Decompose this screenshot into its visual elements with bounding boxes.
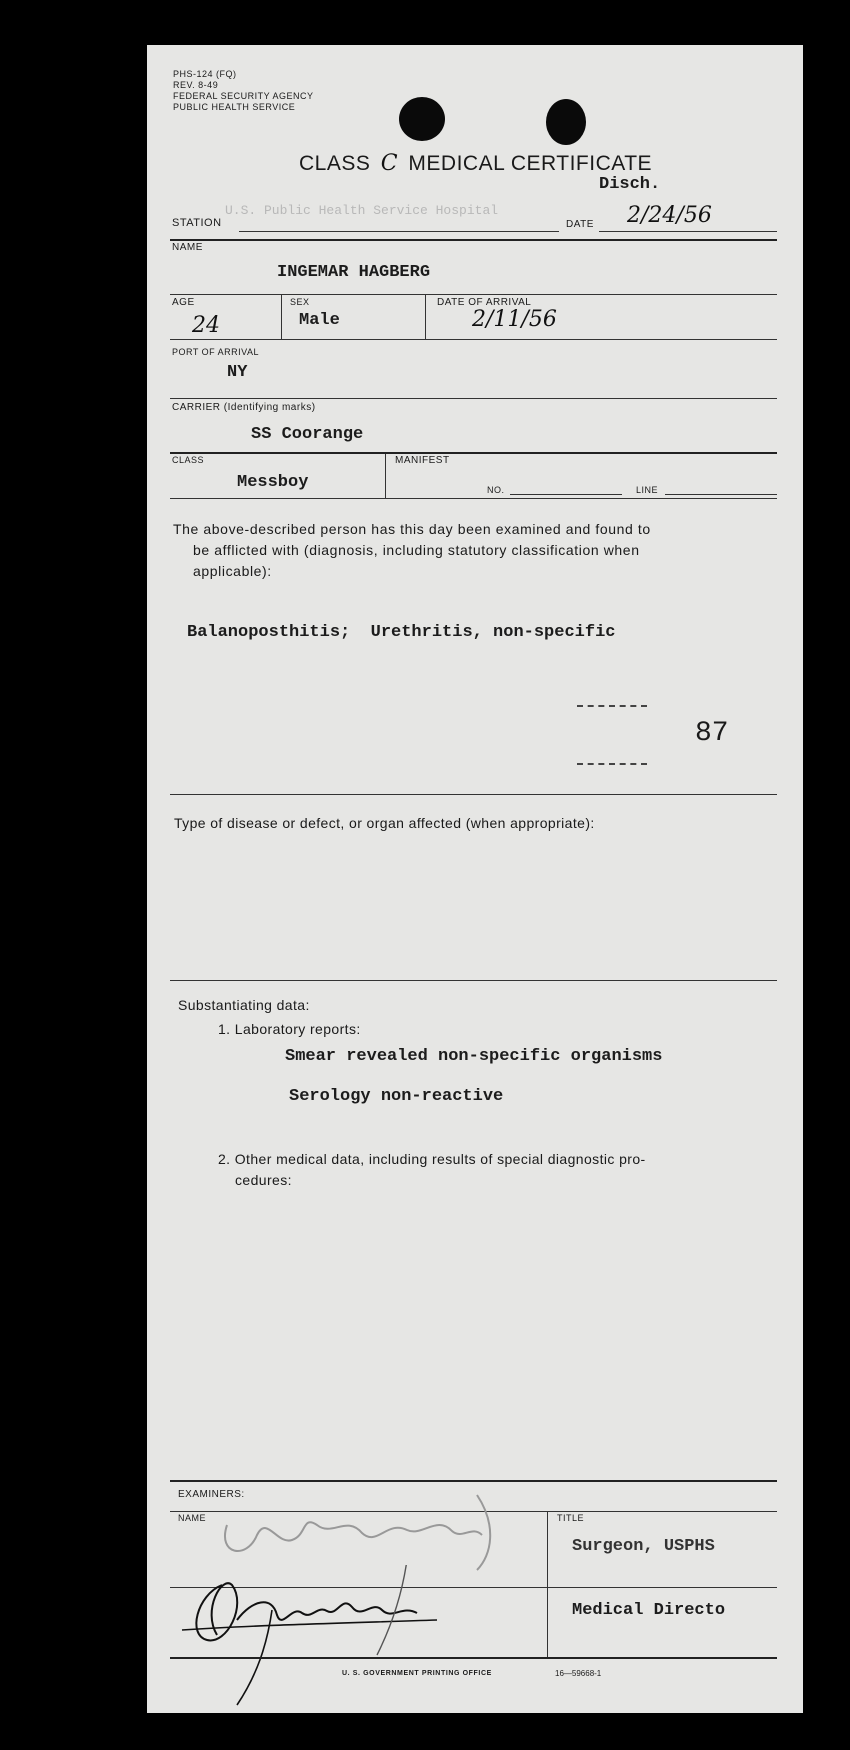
substantiating-label: Substantiating data: [178,997,310,1013]
divider-name-top [170,239,777,241]
age-label: AGE [172,297,195,308]
other-medical-data [218,1149,646,1191]
certificate-page [147,45,803,1713]
examiner-signature-1 [207,1485,527,1575]
divider-age-top [170,294,777,295]
discharge-note: Disch. [599,175,661,194]
class-label: CLASS [172,455,205,465]
title-medical-certificate: MEDICAL CERTIFICATE [408,152,653,175]
manifest-line-label: LINE [636,485,659,495]
divider-class-top [170,452,777,454]
class-manifest-divider [385,454,386,498]
lab-reports-label: 1. Laboratory reports: [218,1021,361,1037]
statement-text [173,519,777,582]
date-label: DATE [566,219,594,230]
class-mark: C [380,151,399,176]
other-data-line-1: 2. Other medical data, including results of special diagnostic pro- [218,1151,646,1167]
manifest-label: MANIFEST [395,455,450,466]
punch-hole-right [546,99,586,145]
sex-arrival-divider [425,295,426,339]
printer-credit: U. S. GOVERNMENT PRINTING OFFICE [342,1670,492,1677]
age-sex-divider [281,295,282,339]
form-revision: REV. 8-49 [173,80,219,90]
title-class-word: CLASS [299,152,371,175]
sex-label: SEX [290,297,310,307]
manifest-no-label: NO. [487,485,505,495]
date-value: 2/24/56 [627,203,712,228]
divider-substantiating-top [170,980,777,981]
disease-label: Type of disease or defect, or organ affected (when appropriate): [174,815,595,831]
port-label: PORT OF ARRIVAL [172,347,260,357]
divider-statement-top [170,498,777,499]
examiner-name-title-divider [547,1511,548,1657]
name-label: NAME [172,242,203,253]
divider-examiners-top [170,1480,777,1482]
arrival-label: DATE OF ARRIVAL [437,297,532,308]
station-underline [239,231,559,232]
station-faint-text: U.S. Public Health Service Hospital [225,203,499,218]
age-value: 24 [192,313,220,338]
code-box-bottom [577,763,647,766]
manifest-line-underline [665,494,777,495]
statement-line-1: The above-described person has this day been examined and found to [173,521,651,537]
sex-value: Male [299,311,340,330]
divider-disease-top [170,794,777,795]
examiner-signature-2 [177,1565,477,1715]
print-number: 16—59668-1 [555,1669,602,1678]
form-header [173,69,314,113]
examiner-title-label: TITLE [557,1513,585,1523]
carrier-label: CARRIER (Identifying marks) [172,402,316,413]
lab-report-line-1: Smear revealed non-specific organisms [285,1047,663,1066]
form-number: PHS-124 (FQ) [173,69,237,79]
disease-code: 87 [695,718,729,749]
examiners-label: EXAMINERS: [178,1489,245,1500]
carrier-value: SS Coorange [251,425,364,444]
examiner-title-1: Surgeon, USPHS [572,1537,715,1556]
document-title [299,151,652,176]
date-underline [599,231,777,232]
arrival-value: 2/11/56 [472,307,557,332]
agency-name: FEDERAL SECURITY AGENCY [173,91,314,101]
examiner-title-2: Medical Directo [572,1601,726,1620]
other-data-line-2: cedures: [235,1172,292,1188]
examiner-name-label: NAME [178,1513,207,1523]
statement-line-3: applicable): [193,563,272,579]
diagnosis-value: Balanoposthitis; Urethritis, non-specific [187,623,616,642]
station-label: STATION [172,217,222,229]
divider-carrier-top [170,398,777,399]
statement-line-2: be afflicted with (diagnosis, including statutory classification when [193,542,640,558]
service-name: PUBLIC HEALTH SERVICE [173,102,296,112]
port-value: NY [227,363,248,382]
punch-hole-left [399,97,445,141]
lab-report-line-2: Serology non-reactive [289,1087,504,1106]
divider-port-top [170,339,777,340]
divider-footer-top [170,1657,777,1659]
class-value: Messboy [237,473,309,492]
code-box-top [577,705,647,708]
name-value: INGEMAR HAGBERG [277,263,431,282]
manifest-no-underline [510,494,622,495]
